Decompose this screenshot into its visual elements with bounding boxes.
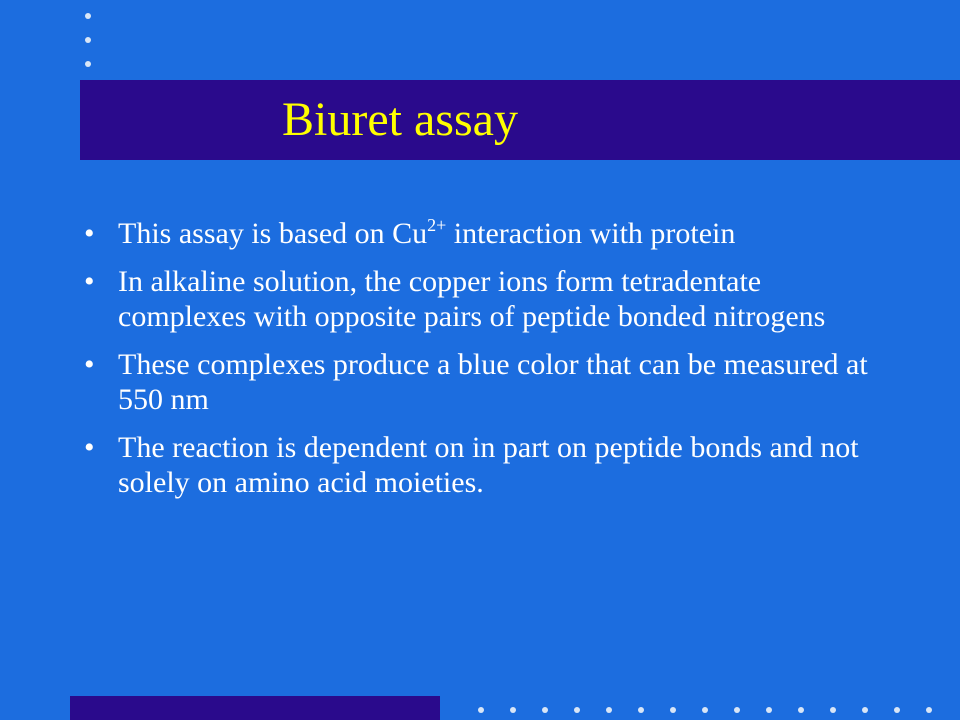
- decorative-dot: [574, 707, 580, 713]
- decorative-dot: [830, 707, 836, 713]
- slide-title: Biuret assay: [282, 93, 518, 146]
- bullet-icon: •: [84, 217, 95, 250]
- decorative-dot: [638, 707, 644, 713]
- bullet-text: The reaction is dependent on in part on peptide bonds and not solely on amino acid moieties.: [118, 431, 859, 499]
- decorative-dot: [702, 707, 708, 713]
- bullet-text: These complexes produce a blue color that can be measured at 550 nm: [118, 348, 868, 416]
- decorative-dot: [798, 707, 804, 713]
- decorative-dot: [85, 13, 91, 19]
- decorative-dot: [542, 707, 548, 713]
- bullet-icon: •: [84, 265, 95, 298]
- decorative-dot: [606, 707, 612, 713]
- bullet-item: [84, 216, 884, 251]
- bullet-item: [84, 347, 884, 417]
- bullet-text: This assay is based on $Cu^{2+}$ interaction with protein: [118, 215, 736, 250]
- bullet-item: [84, 430, 884, 500]
- bottom-band: [70, 696, 440, 720]
- decorative-dot: [926, 707, 932, 713]
- decorative-dot: [85, 37, 91, 43]
- bullet-icon: •: [84, 348, 95, 381]
- superscript-charge: 2+: [427, 215, 447, 235]
- decorative-dot: [670, 707, 676, 713]
- decorative-dot: [85, 61, 91, 67]
- bullet-icon: •: [84, 431, 95, 464]
- bullet-text: In alkaline solution, the copper ions form tetradentate complexes with opposite pairs of peptide bonded nitrogens: [118, 265, 826, 333]
- decorative-dot: [510, 707, 516, 713]
- decorative-dot: [734, 707, 740, 713]
- bullet-item: [84, 264, 884, 334]
- decorative-dot: [478, 707, 484, 713]
- decorative-dot: [862, 707, 868, 713]
- decorative-dot: [894, 707, 900, 713]
- decorative-dot: [766, 707, 772, 713]
- bullet-list: [84, 216, 884, 513]
